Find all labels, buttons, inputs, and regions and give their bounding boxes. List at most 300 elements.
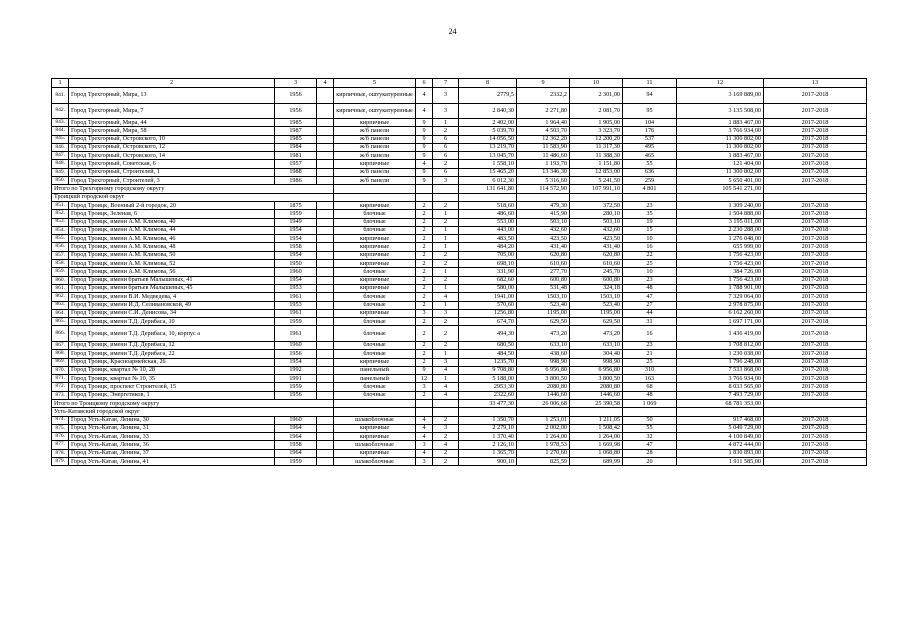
table-cell: 1959 (275, 210, 317, 218)
table-cell: 2017-2018 (764, 243, 867, 251)
table-cell: 1 504 888,00 (677, 210, 764, 218)
table-row (52, 433, 867, 441)
table-cell: 1954 (275, 358, 317, 366)
table-cell: 2 (416, 251, 433, 259)
table-cell: 2322,60 (459, 391, 517, 399)
table-cell: 1956 (275, 391, 317, 399)
table-cell: 163 (623, 375, 677, 383)
table-row (52, 366, 867, 374)
table-cell: 1 883 467,00 (677, 152, 764, 160)
total-value: 1 069 (623, 400, 677, 408)
total-row (52, 400, 867, 408)
table-cell: 432,60 (570, 226, 623, 234)
table-cell: Город Троицк, имени А.М. Климова, 48 (69, 243, 275, 251)
table-cell: 28 (623, 449, 677, 457)
table-row (52, 127, 867, 135)
table-row (52, 88, 867, 104)
table-cell: 863. (52, 301, 69, 309)
table-cell: 2017-2018 (764, 226, 867, 234)
table-cell: кирпичные (334, 424, 416, 432)
table-cell: 2017-2018 (764, 276, 867, 284)
table-cell: 1 (433, 119, 459, 127)
table-row (52, 301, 867, 309)
table-cell: 3 (416, 383, 433, 391)
table-cell (459, 408, 517, 416)
table-cell: 11 388,30 (570, 152, 623, 160)
table-cell: 3 (433, 88, 459, 104)
table-cell (317, 177, 334, 185)
table-cell: 2017-2018 (764, 309, 867, 317)
header-cell: 2 (69, 79, 275, 88)
table-cell (317, 119, 334, 127)
table-cell: блочные (334, 293, 416, 301)
table-cell: 855. (52, 235, 69, 243)
table-row (52, 119, 867, 127)
table-cell: 3 135 508,00 (677, 103, 764, 119)
table-cell: 689,99 (570, 458, 623, 466)
total-value: 26 006,68 (517, 400, 570, 408)
table-cell: 13 045,70 (459, 152, 517, 160)
section-label: Троицкий городской округ (52, 193, 334, 201)
table-cell: 2 (416, 201, 433, 209)
table-cell (317, 135, 334, 143)
table-row (52, 441, 867, 449)
table-cell: блочные (334, 341, 416, 349)
table-cell: 2 081,70 (570, 103, 623, 119)
table-cell (764, 400, 867, 408)
table-cell: 2017-2018 (764, 424, 867, 432)
table-cell: 523,40 (570, 301, 623, 309)
table-cell: 874. (52, 416, 69, 424)
table-cell: 2017-2018 (764, 135, 867, 143)
table-cell (317, 293, 334, 301)
table-cell (317, 168, 334, 176)
table-row (52, 226, 867, 234)
table-cell: 682,60 (459, 276, 517, 284)
table-cell: 1953 (275, 284, 317, 292)
total-value: 25 390,58 (570, 400, 623, 408)
table-cell: 44 (623, 309, 677, 317)
table-cell: 1 796 248,00 (677, 358, 764, 366)
table-cell: 854. (52, 226, 69, 234)
table-cell: 620,80 (570, 251, 623, 259)
table-cell: 1964 (275, 424, 317, 432)
table-cell (317, 127, 334, 135)
table-cell: 1956 (275, 88, 317, 104)
table-cell: 1 756 423,00 (677, 276, 764, 284)
table-cell: ж/б панели (334, 143, 416, 151)
table-cell: 6 (433, 168, 459, 176)
table-cell: 4 (433, 383, 459, 391)
table-row (52, 341, 867, 349)
table-cell: 1981 (275, 152, 317, 160)
table-cell: 1950 (275, 260, 317, 268)
table-cell (317, 383, 334, 391)
table-cell (334, 193, 416, 201)
table-cell (317, 152, 334, 160)
table-cell (317, 301, 334, 309)
table-cell: Город Троицк, имени С.И. Денисова, 34 (69, 309, 275, 317)
table-cell (623, 408, 677, 416)
table-cell: Город Трехгорный, Островского, 12 (69, 143, 275, 151)
table-cell: Город Троицк, имени братьев Малышевых, 41 (69, 276, 275, 284)
table-cell: 2 (433, 218, 459, 226)
table-cell: 2017-2018 (764, 458, 867, 466)
table-cell: 1957 (275, 160, 317, 168)
table-cell: панельный (334, 366, 416, 374)
table-cell: шлакоблочные (334, 441, 416, 449)
table-cell: 1 270,60 (517, 449, 570, 457)
table-row (52, 424, 867, 432)
table-cell: 12 853,00 (570, 168, 623, 176)
table-cell: 859. (52, 268, 69, 276)
table-cell: 9 (416, 168, 433, 176)
table-cell (317, 201, 334, 209)
table-cell: 2017-2018 (764, 391, 867, 399)
table-cell: блочные (334, 318, 416, 326)
table-cell: 2017-2018 (764, 177, 867, 185)
table-cell: 1 (433, 375, 459, 383)
table-cell: 1949 (275, 218, 317, 226)
table-cell (677, 193, 764, 201)
table-cell (317, 143, 334, 151)
table-cell: 1 193,70 (517, 160, 570, 168)
table-cell: кирпичные (334, 260, 416, 268)
table-cell: кирпичные (334, 201, 416, 209)
table-cell: 9 (416, 119, 433, 127)
table-cell: 1 697 171,00 (677, 318, 764, 326)
table-cell: 2017-2018 (764, 433, 867, 441)
section-row (52, 408, 867, 416)
table-cell: 1 (433, 235, 459, 243)
table-cell: 2 (416, 268, 433, 276)
table-cell: 2 (433, 251, 459, 259)
table-cell: 95 (623, 103, 677, 119)
table-cell (416, 408, 433, 416)
table-cell: 2017-2018 (764, 260, 867, 268)
table-row (52, 284, 867, 292)
table-cell (317, 375, 334, 383)
table-cell: 1954 (275, 276, 317, 284)
table-cell: 864. (52, 309, 69, 317)
table-cell: 610,60 (517, 260, 570, 268)
table-cell: 176 (623, 127, 677, 135)
table-cell: кирпичные (334, 235, 416, 243)
table-cell: 8 033 565,00 (677, 383, 764, 391)
table-cell: 4 (416, 160, 433, 168)
table-cell: 2 (416, 235, 433, 243)
total-value: 105 541 271,00 (677, 185, 764, 193)
table-cell: 20 (623, 458, 677, 466)
table-cell: 443,00 (459, 226, 517, 234)
table-cell: 1 (433, 210, 459, 218)
table-cell: 68 (623, 383, 677, 391)
table-cell: 47 (623, 293, 677, 301)
table-cell: 415,90 (517, 210, 570, 218)
table-cell: 1984 (275, 143, 317, 151)
table-cell: блочные (334, 301, 416, 309)
table-cell: блочные (334, 391, 416, 399)
table-cell (334, 408, 416, 416)
table-cell: 25 (623, 358, 677, 366)
table-cell: 553,00 (459, 218, 517, 226)
table-cell: ж/б панели (334, 152, 416, 160)
table-cell: 1958 (275, 243, 317, 251)
section-label: Усть-Катавский городской округ (52, 408, 334, 416)
table-cell: 2 (433, 449, 459, 457)
table-cell: 879. (52, 458, 69, 466)
table-cell: ж/б панели (334, 127, 416, 135)
table-cell: 4 (416, 424, 433, 432)
table-cell: 2 (416, 391, 433, 399)
housing-table (51, 78, 867, 466)
table-cell: Город Троицк, имени А.М. Климова, 52 (69, 260, 275, 268)
table-cell (459, 193, 517, 201)
table-cell: Город Трехгорный, Островского, 14 (69, 152, 275, 160)
table-cell: 1960 (275, 416, 317, 424)
table-row (52, 168, 867, 176)
table-cell: Город Трехгорный, Островского, 10 (69, 135, 275, 143)
table-cell: 3 (433, 309, 459, 317)
table-cell: 862. (52, 293, 69, 301)
table-cell: 479,30 (517, 201, 570, 209)
table-cell: 25 (623, 260, 677, 268)
table-cell: 680,50 (459, 341, 517, 349)
table-cell: 473,20 (517, 326, 570, 342)
table-cell: 4 503,70 (517, 127, 570, 135)
table-cell: Город Трехгорный, Мира, 13 (69, 88, 275, 104)
table-cell: 1 365,70 (459, 449, 517, 457)
table-cell: 2953,30 (459, 383, 517, 391)
table-cell: 866. (52, 326, 69, 342)
table-cell (433, 408, 459, 416)
table-row (52, 375, 867, 383)
table-cell: 1 558,10 (459, 160, 517, 168)
table-cell: Город Троицк, имени А.М. Климова, 46 (69, 235, 275, 243)
table-cell: 12 (416, 375, 433, 383)
table-cell: 674,70 (459, 318, 517, 326)
table-cell: 3 800,50 (517, 375, 570, 383)
table-cell (317, 366, 334, 374)
table-cell: 50 (623, 416, 677, 424)
table-cell (317, 424, 334, 432)
table-cell (317, 160, 334, 168)
table-cell: Город Троицк, имени И.Д. Селивановской, 49 (69, 301, 275, 309)
table-cell: Город Усть-Катав, Ленина, 37 (69, 449, 275, 457)
table-cell: 3 (416, 309, 433, 317)
table-cell: 870. (52, 366, 69, 374)
table-cell: 1954 (275, 226, 317, 234)
header-cell: 4 (317, 79, 334, 88)
table-cell: 21 (623, 350, 677, 358)
table-cell: 31 (623, 318, 677, 326)
table-cell: 1961 (275, 309, 317, 317)
table-cell: кирпичные (334, 433, 416, 441)
table-cell: 2017-2018 (764, 350, 867, 358)
table-cell: 121 404,00 (677, 160, 764, 168)
table-row (52, 449, 867, 457)
table-cell: кирпичные (334, 243, 416, 251)
header-cell: 3 (275, 79, 317, 88)
table-cell: Город Троицк, проспект Строителей, 15 (69, 383, 275, 391)
table-row (52, 358, 867, 366)
total-value: 68 781 353,00 (677, 400, 764, 408)
table-cell: 1956 (275, 103, 317, 119)
table-cell: 868. (52, 350, 69, 358)
table-cell: 2 (416, 318, 433, 326)
table-row (52, 143, 867, 151)
table-cell: кирпичные (334, 284, 416, 292)
table-cell: 850. (52, 177, 69, 185)
table-cell: 2017-2018 (764, 88, 867, 104)
table-cell: 280,10 (570, 210, 623, 218)
table-cell: 5 241,50 (570, 177, 623, 185)
table-cell: 11 486,60 (517, 152, 570, 160)
table-cell: 6 956,80 (570, 366, 623, 374)
table-cell (433, 193, 459, 201)
table-row (52, 103, 867, 119)
table-cell: 2017-2018 (764, 301, 867, 309)
table-cell: 503,10 (517, 218, 570, 226)
table-cell: 1256,80 (459, 309, 517, 317)
table-cell: 494,30 (459, 326, 517, 342)
table-row (52, 177, 867, 185)
table-cell: 9 (416, 143, 433, 151)
table-cell: блочные (334, 268, 416, 276)
table-cell: 848. (52, 160, 69, 168)
table-cell: 3 766 934,00 (677, 127, 764, 135)
table-cell: 14 056,50 (459, 135, 517, 143)
table-cell: 16 (623, 326, 677, 342)
table-cell: 869. (52, 358, 69, 366)
table-cell: 2017-2018 (764, 218, 867, 226)
table-row (52, 383, 867, 391)
table-cell: 431,40 (570, 243, 623, 251)
table-cell: 2017-2018 (764, 284, 867, 292)
table-cell: 2 301,00 (570, 88, 623, 104)
header-cell: 8 (459, 79, 517, 88)
table-row (52, 235, 867, 243)
table-row (52, 218, 867, 226)
table-cell: 473,20 (570, 326, 623, 342)
table-cell: 1 211,05 (570, 416, 623, 424)
table-cell: Город Троицк, Энергетиков, 1 (69, 391, 275, 399)
table-cell: кирпичные (334, 251, 416, 259)
table-cell: 3 766 934,00 (677, 375, 764, 383)
table-cell: 4 (416, 433, 433, 441)
table-cell (317, 326, 334, 342)
table-cell (317, 235, 334, 243)
table-cell: 876. (52, 433, 69, 441)
table-cell: 2017-2018 (764, 119, 867, 127)
table-cell: блочные (334, 326, 416, 342)
table-cell: 849. (52, 168, 69, 176)
table-cell: 3 (416, 458, 433, 466)
table-cell: 873. (52, 391, 69, 399)
table-cell: 55 (623, 424, 677, 432)
table-cell: блочные (334, 350, 416, 358)
table-cell: 1 253,01 (517, 416, 570, 424)
table-row (52, 276, 867, 284)
table-cell (317, 458, 334, 466)
header-cell: 5 (334, 79, 416, 88)
table-cell (317, 358, 334, 366)
table-cell: 845. (52, 135, 69, 143)
table-cell: кирпичные (334, 119, 416, 127)
table-cell: 1 708 812,00 (677, 341, 764, 349)
table-cell: 1 (433, 301, 459, 309)
table-cell: 10 (623, 235, 677, 243)
table-cell: 1941,00 (459, 293, 517, 301)
table-cell: 1 978,53 (517, 441, 570, 449)
table-cell: блочные (334, 218, 416, 226)
table-cell: 1446,60 (570, 391, 623, 399)
table-row (52, 416, 867, 424)
table-cell: 1956 (275, 350, 317, 358)
table-cell: 23 (623, 276, 677, 284)
table-cell: 1503,10 (570, 293, 623, 301)
table-cell: 1 (433, 284, 459, 292)
table-cell: блочные (334, 226, 416, 234)
table-cell: 2 (433, 433, 459, 441)
table-cell: кирпичные (334, 358, 416, 366)
table-cell: 2 (433, 276, 459, 284)
page-number: 24 (448, 27, 457, 36)
table-cell: 2017-2018 (764, 127, 867, 135)
table-cell: 4 (433, 441, 459, 449)
table-cell: 1988 (275, 168, 317, 176)
table-cell: Город Усть-Катав, Ленина, 41 (69, 458, 275, 466)
table-cell: 484,20 (459, 243, 517, 251)
table-cell: 2017-2018 (764, 160, 867, 168)
table-cell: 865. (52, 318, 69, 326)
table-cell: 2 (416, 301, 433, 309)
table-cell: 6 (433, 135, 459, 143)
table-cell: 4 (433, 366, 459, 374)
table-cell: кирпичные, оштукатуренные (334, 88, 416, 104)
table-cell: 465 (623, 152, 677, 160)
table-cell (317, 103, 334, 119)
table-cell: кирпичные (334, 160, 416, 168)
table-cell: 12 362,20 (517, 135, 570, 143)
header-cell: 1 (52, 79, 69, 88)
table-cell: 1 276 048,00 (677, 235, 764, 243)
table-cell: 1964 (275, 433, 317, 441)
table-cell: Город Троицк, имени В.И. Медведева, 4 (69, 293, 275, 301)
table-cell: 1 436 419,00 (677, 326, 764, 342)
table-cell: 1985 (275, 119, 317, 127)
table-cell: 55 (623, 160, 677, 168)
table-cell: 2 (433, 326, 459, 342)
table-cell: 843. (52, 119, 69, 127)
table-cell: шлакоблочные (334, 458, 416, 466)
table-cell: 858. (52, 260, 69, 268)
table-cell: 629,50 (517, 318, 570, 326)
table-cell: кирпичные (334, 276, 416, 284)
table-cell: Город Троицк, квартал № 10, 35 (69, 375, 275, 383)
table-cell: 2017-2018 (764, 103, 867, 119)
table-cell: 2 978 875,00 (677, 301, 764, 309)
table-cell: 1960 (275, 341, 317, 349)
table-cell: 825,59 (517, 458, 570, 466)
table-cell: Город Усть-Катав, Ленина, 31 (69, 424, 275, 432)
table-cell: 372,50 (570, 201, 623, 209)
table-cell: 1195,00 (570, 309, 623, 317)
table-cell (317, 218, 334, 226)
table-cell: 1 264,00 (517, 433, 570, 441)
table-cell: 1 905,00 (570, 119, 623, 127)
header-cell: 13 (764, 79, 867, 88)
